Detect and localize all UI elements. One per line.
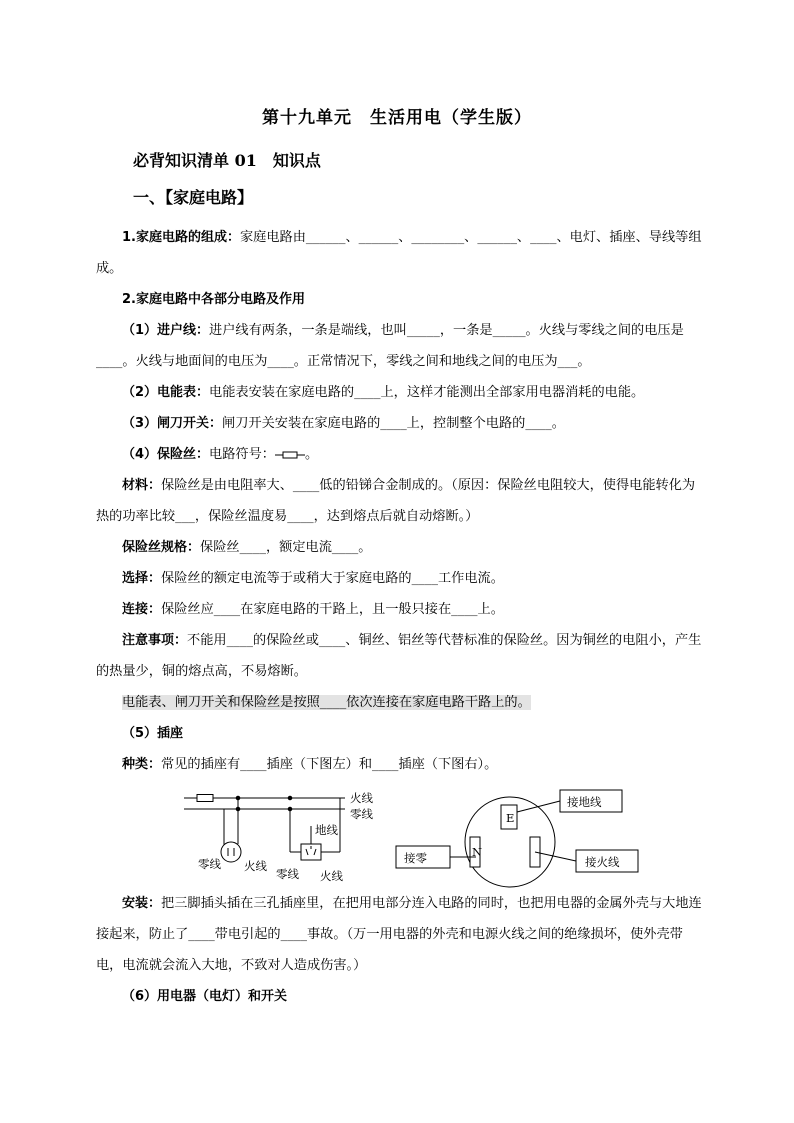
paragraph-label: （6）用电器（电灯）和开关 xyxy=(122,989,288,1004)
paragraph-appliance xyxy=(96,981,706,1012)
socket-diagram xyxy=(180,782,660,890)
paragraph-incoming-line xyxy=(96,315,706,377)
paragraph-label: （1）进户线： xyxy=(122,323,210,338)
paragraph-label: （4）保险丝： xyxy=(122,447,210,462)
paragraph-material xyxy=(96,470,706,532)
paragraph-switch xyxy=(96,408,706,439)
paragraph-meter xyxy=(96,377,706,408)
section-heading: 一、【家庭电路】 xyxy=(133,188,254,207)
highlighted-text: 电能表、闸刀开关和保险丝是按照____依次连接在家庭电路干路上的。 xyxy=(122,695,531,710)
fire-label-text: 接火线 xyxy=(585,855,620,869)
paragraph-connection xyxy=(96,594,706,625)
paragraph-label: （5）插座 xyxy=(122,726,184,741)
paragraph-text: 不能用____的保险丝或____、铜丝、铝丝等代替标准的保险丝。因为铜丝的电阻小，产生的热量少，铜的熔点高，不易熔断。 xyxy=(96,633,702,679)
label-three-pin-zero: 零线 xyxy=(276,867,299,881)
zero-label-text: 接零 xyxy=(404,851,427,865)
paragraph-text: 电路符号： xyxy=(209,447,275,462)
paragraph-label: （2）电能表： xyxy=(122,385,210,400)
earth-label-text: 接地线 xyxy=(567,795,602,809)
paragraph-text: 常见的插座有____插座（下图左）和____插座（下图右）。 xyxy=(161,757,498,772)
paragraph-label: 保险丝规格： xyxy=(122,540,201,555)
list-heading: 必背知识清单 01 知识点 xyxy=(133,151,321,170)
paragraph-text: 进户线有两条，一条是端线，也叫_____，一条是_____。火线与零线之间的电压是____。火线与地面间的电压为____。正常情况下，零线之间和地线之间的电压为___。 xyxy=(96,323,684,369)
paragraph-text: 保险丝是由电阻率大、____低的铅锑合金制成的。（原因：保险丝电阻较大，使得电能转化为热的功率比较___，保险丝温度易____，达到熔点后就自动熔断。） xyxy=(96,478,696,524)
page-title: 第十九单元 生活用电（学生版） xyxy=(262,108,532,128)
paragraph-order xyxy=(96,687,706,718)
paragraph-notes xyxy=(96,625,706,687)
paragraph-socket xyxy=(96,718,706,749)
paragraph-label: 1.家庭电路的组成： xyxy=(122,230,240,245)
paragraph-text: 家庭电路由______、______、________、______、____、电灯、插座、导线等组成。 xyxy=(96,230,702,276)
label-zero-line: 零线 xyxy=(350,807,373,821)
label-two-pin-zero: 零线 xyxy=(198,857,221,871)
label-fire-line: 火线 xyxy=(350,791,373,805)
paragraph-label: 材料： xyxy=(122,478,162,493)
three-pin-socket-face xyxy=(396,790,638,887)
paragraph-installation xyxy=(96,888,706,981)
label-three-pin-fire: 火线 xyxy=(320,869,343,883)
paragraph-selection xyxy=(96,563,706,594)
paragraph-text: 电能表安装在家庭电路的____上，这样才能测出全部家用电器消耗的电能。 xyxy=(209,385,645,400)
paragraph-text: 保险丝____，额定电流____。 xyxy=(200,540,372,555)
paragraph-text: 保险丝应____在家庭电路的干路上，且一般只接在____上。 xyxy=(161,602,504,617)
paragraph-text: 闸刀开关安装在家庭电路的____上，控制整个电路的____。 xyxy=(222,416,565,431)
paragraph-label: 注意事项： xyxy=(122,633,188,648)
paragraph-label: 2.家庭电路中各部分电路及作用 xyxy=(122,292,305,307)
paragraph-composition xyxy=(96,222,706,284)
paragraph-fuse xyxy=(96,439,706,470)
paragraph-label: 安装： xyxy=(122,896,162,911)
pin-e-label: E xyxy=(506,811,515,825)
paragraph-label: 选择： xyxy=(122,571,162,586)
paragraph-label: （3）闸刀开关： xyxy=(122,416,223,431)
fuse-symbol-icon xyxy=(197,795,213,802)
paragraph-label: 种类： xyxy=(122,757,162,772)
pin-n-label: N xyxy=(472,845,483,859)
paragraph-label: 连接： xyxy=(122,602,162,617)
paragraph-text: 保险丝的额定电流等于或稍大于家庭电路的____工作电流。 xyxy=(161,571,504,586)
two-pin-socket-icon xyxy=(221,842,241,862)
label-two-pin-fire: 火线 xyxy=(244,859,267,873)
paragraph-spec xyxy=(96,532,706,563)
fuse-symbol-icon xyxy=(275,450,305,460)
label-ground-line: 地线 xyxy=(315,823,338,837)
paragraph-socket-types xyxy=(96,749,706,780)
paragraph-circuit-parts xyxy=(96,284,706,315)
paragraph-text: 把三脚插头插在三孔插座里，在把用电部分连入电路的同时，也把用电器的金属外壳与大地连接起来，防止了____带电引起的____事故。（万一用电器的外壳和电源火线之间的绝缘损坏，使外壳带电，电流就会流入大地，不致对人造成伤害。） xyxy=(96,896,702,973)
paragraph-text: 。 xyxy=(304,447,319,462)
